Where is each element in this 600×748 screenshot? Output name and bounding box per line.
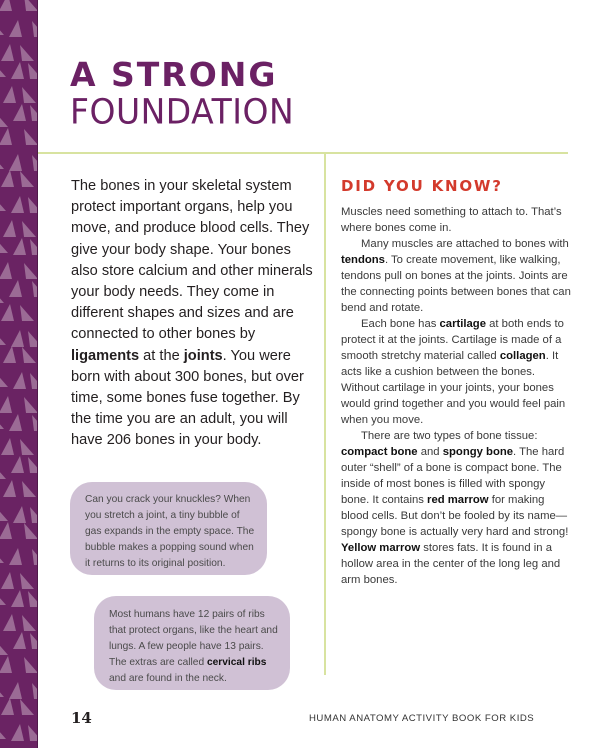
term-yellow-marrow: Yellow marrow [341,542,421,554]
sidebar-triangle [20,439,34,455]
sidebar-triangle [1,438,14,455]
sidebar-triangle [0,287,4,303]
sidebar-triangle [0,505,8,521]
sidebar-triangle [0,128,12,145]
sidebar-triangle [11,456,24,473]
sidebar-triangle [32,549,37,565]
sidebar-triangle [30,239,37,255]
sidebar-triangle [13,506,26,523]
term-red-marrow: red marrow [427,494,489,506]
sidebar-triangle [20,171,34,187]
sidebar-triangle [32,683,37,699]
sidebar-triangle [9,682,22,699]
sidebar-triangle [3,86,16,103]
sidebar-triangle [0,463,6,479]
sidebar-triangle [0,61,6,77]
sidebar-triangle [30,105,37,121]
sidebar-triangle [3,480,16,497]
sidebar-triangle [0,0,12,11]
sidebar-triangle [9,280,22,297]
sidebar-triangle [32,281,37,297]
sidebar-triangle [1,572,14,589]
sidebar-triangle [22,481,36,497]
text-segment: The bones in your skeletal system protect important organs, help you move, and produce blood cells. They give your body shape. Your bones also store calcium and other minerals your body needs. They come in different shapes and sizes and are connected to other bones by [71,178,313,343]
vertical-divider [324,153,326,675]
sidebar-triangle [30,633,37,649]
sidebar-triangle [28,457,37,473]
sidebar-triangle [0,589,6,605]
sidebar-triangle [3,346,16,363]
text-segment: There are two types of bone tissue: [361,430,538,442]
text-segment: and are found in the neck. [109,673,227,684]
sidebar-triangle [0,413,4,429]
sidebar-triangle [22,87,36,103]
sidebar-triangle [28,591,37,607]
sidebar-triangle [0,656,12,673]
text-segment: Each bone has [361,318,440,330]
sidebar-triangle [11,62,24,79]
triangle-pattern-icon [0,0,37,748]
book-title-footer: HUMAN ANATOMY ACTIVITY BOOK FOR KIDS [309,713,535,724]
text-segment: at the [139,347,184,364]
sidebar-triangle [11,196,24,213]
sidebar-triangle [0,723,6,739]
dyk-paragraph [341,204,573,236]
sidebar-triangle [9,414,22,431]
sidebar-triangle [20,699,34,715]
dyk-paragraph [341,316,573,428]
sidebar-triangle [1,170,14,187]
term-compact-bone: compact bone [341,446,418,458]
sidebar-triangle [22,221,36,237]
sidebar-triangle [11,590,24,607]
text-segment: Muscles need something to attach to. That’s where bones come in. [341,206,562,234]
text-segment: stores fats. It is found in a hollow area in the center of the long leg and arm bones. [341,542,561,586]
sidebar-triangle [28,331,37,347]
sidebar-triangle [0,153,4,169]
sidebar-triangle [13,238,26,255]
did-you-know-body [341,204,573,588]
text-segment: Can you crack your knuckles? When you stretch a joint, a tiny bubble of gas expands in the empty space. The bubble makes a popping sound when it returns to its original position. [85,494,255,569]
sidebar-triangle [0,371,8,387]
sidebar-triangle [24,657,37,673]
sidebar-triangle [13,632,26,649]
text-segment: Many muscles are attached to bones with [361,238,569,250]
decorative-sidebar [0,0,38,748]
sidebar-triangle [0,547,4,563]
sidebar-triangle [0,195,6,211]
sidebar-triangle [30,373,37,389]
horizontal-divider [38,152,568,154]
sidebar-triangle [0,639,8,655]
sidebar-triangle [0,237,8,253]
sidebar-triangle [30,507,37,523]
sidebar-triangle [9,154,22,171]
dyk-paragraph [341,236,573,316]
sidebar-triangle [32,155,37,171]
sidebar-triangle [3,220,16,237]
sidebar-triangle [22,615,36,631]
text-segment: . To create movement, like walking, tendons pull on bones at the joints. Joints are the connecting points between bones that can bend and rotate. [341,254,571,314]
sidebar-triangle [24,263,37,279]
sidebar-triangle [20,45,34,61]
page-title-line2: FOUNDATION [70,91,295,132]
sidebar-triangle [24,397,37,413]
sidebar-triangle [1,44,14,61]
sidebar-triangle [0,111,8,127]
sidebar-triangle [0,329,6,345]
sidebar-triangle [13,104,26,121]
sidebar-triangle [1,698,14,715]
term-collagen: collagen [499,350,546,362]
term-ligaments: ligaments [71,347,140,364]
term-cervical-ribs: cervical ribs [206,657,267,668]
sidebar-triangle [0,681,4,697]
sidebar-triangle [11,330,24,347]
dyk-paragraph [341,428,573,588]
sidebar-triangle [32,21,37,37]
term-spongy-bone: spongy bone [442,446,514,458]
sidebar-triangle [28,197,37,213]
sidebar-triangle [24,0,37,11]
sidebar-triangle [22,347,36,363]
sidebar-triangle [20,305,34,321]
text-segment: Most humans have 12 pairs of ribs that protect organs, like the heart and lungs. A few people have 13 pairs. The extras are called [109,609,278,668]
sidebar-triangle [0,262,12,279]
term-tendons: tendons [341,254,385,266]
text-segment: . It acts like a cushion between the bones. Without cartilage in your joints, your bones would grind together and you would feel pain when you move. [341,350,566,426]
sidebar-triangle [3,614,16,631]
fact-bubble-knuckles [70,482,267,575]
text-segment: . You were born with about 300 bones, but over time, some bones fuse together. By the time you are an adult, you will have 206 bones in your body. [71,347,304,449]
term-joints: joints [183,347,223,364]
fact-bubble-ribs [94,596,290,690]
sidebar-triangle [1,304,14,321]
did-you-know-heading: DID YOU KNOW? [341,177,503,195]
text-segment: and [417,446,443,458]
sidebar-triangle [32,415,37,431]
sidebar-triangle [11,724,24,741]
sidebar-triangle [24,129,37,145]
main-body-text [71,176,321,452]
term-cartilage: cartilage [439,318,486,330]
text-segment: for making blood cells. But don’t be fooled by its name—spongy bone is actually very hard and strong! [341,494,569,538]
sidebar-triangle [13,372,26,389]
page-title-line1: A STRONG [70,55,278,94]
sidebar-triangle [9,20,22,37]
sidebar-triangle [0,396,12,413]
page-number: 14 [71,709,92,727]
page-title [70,55,295,132]
sidebar-triangle [28,63,37,79]
text-segment: at both ends to protect it at the joints. Cartilage is made of a smooth stretchy material called [341,318,564,362]
sidebar-triangle [20,573,34,589]
sidebar-triangle [0,19,4,35]
sidebar-triangle [24,523,37,539]
sidebar-triangle [9,548,22,565]
sidebar-triangle [28,725,37,741]
sidebar-triangle [0,522,12,539]
text-segment: . The hard outer “shell” of a bone is compact bone. The inside of most bones is filled with spongy bone. It contains [341,446,565,506]
